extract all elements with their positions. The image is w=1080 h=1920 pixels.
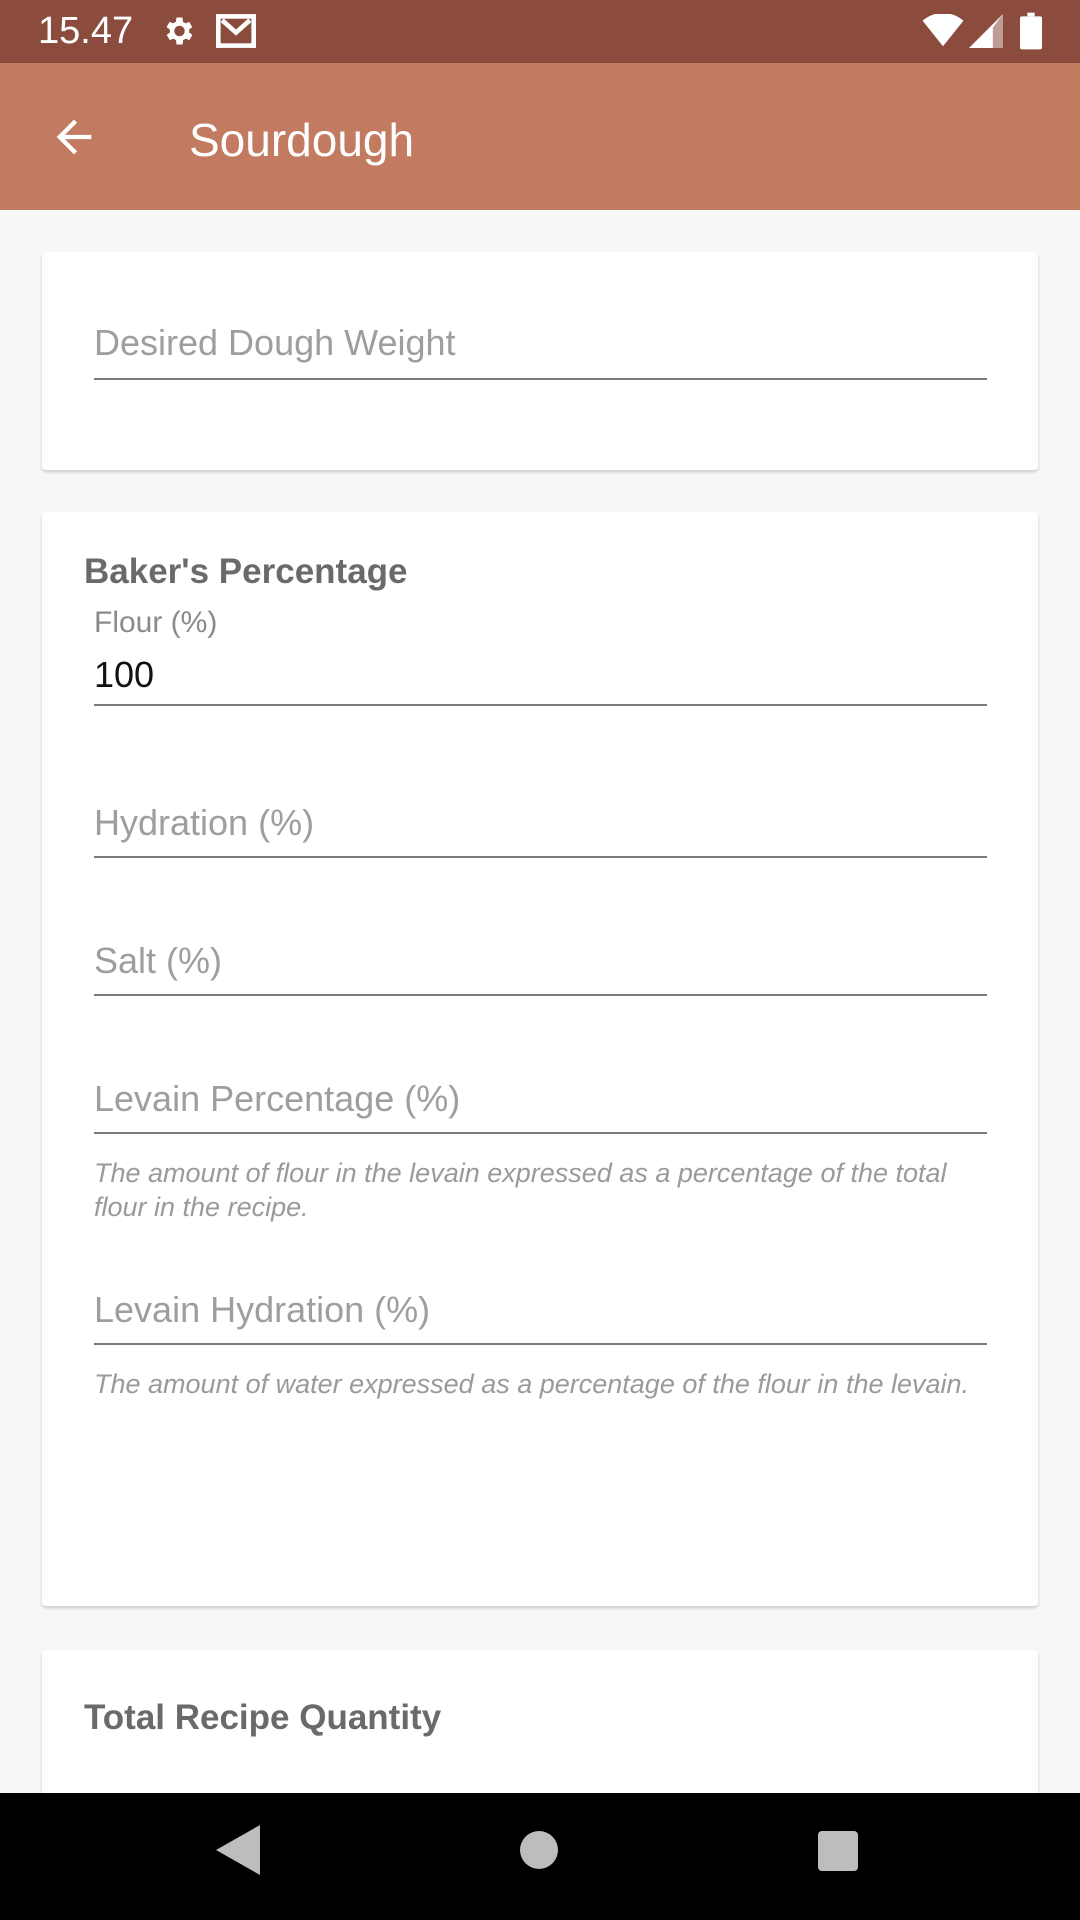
hydration-placeholder: Hydration (%) — [94, 802, 315, 843]
levain-percentage-field[interactable] — [94, 1078, 987, 1138]
total-recipe-heading: Total Recipe Quantity — [84, 1698, 442, 1737]
levain-percentage-helper: The amount of flour in the levain expressed as a percentage of the total flour in the recipe. — [94, 1158, 947, 1222]
levain-percentage-placeholder: Levain Percentage (%) — [94, 1078, 461, 1119]
flour-value[interactable]: 100 — [94, 654, 155, 695]
nav-back-icon[interactable] — [216, 1825, 260, 1880]
page-title: Sourdough — [189, 114, 415, 166]
hydration-field[interactable] — [94, 802, 987, 862]
levain-percentage-underline — [94, 1132, 987, 1134]
nav-home-icon[interactable] — [520, 1831, 558, 1874]
salt-field[interactable] — [94, 940, 987, 1000]
app-bar — [0, 63, 1080, 210]
system-nav-bar — [0, 1793, 1080, 1920]
levain-hydration-underline — [94, 1343, 987, 1345]
flour-field[interactable] — [94, 606, 987, 706]
signal-icon — [969, 14, 1003, 53]
gmail-icon — [216, 13, 256, 54]
flour-label: Flour (%) — [94, 606, 218, 639]
bakers-percentage-heading: Baker's Percentage — [84, 552, 408, 591]
dough-weight-placeholder: Desired Dough Weight — [94, 322, 456, 363]
main-content[interactable] — [0, 210, 1080, 1793]
dough-weight-underline — [94, 378, 987, 380]
dough-weight-field[interactable] — [94, 322, 987, 384]
status-time: 15.47 — [38, 10, 134, 52]
hydration-underline — [94, 856, 987, 858]
salt-placeholder: Salt (%) — [94, 940, 223, 981]
levain-hydration-placeholder: Levain Hydration (%) — [94, 1289, 431, 1330]
bakers-percentage-card — [42, 512, 1038, 1606]
status-bar — [0, 0, 1080, 63]
back-arrow-icon[interactable] — [48, 111, 100, 163]
dough-weight-card — [42, 252, 1038, 470]
wifi-icon — [922, 14, 964, 53]
settings-gear-icon — [160, 13, 196, 54]
levain-hydration-helper: The amount of water expressed as a percentage of the flour in the levain. — [94, 1369, 970, 1399]
nav-recent-apps-icon[interactable] — [818, 1831, 858, 1876]
battery-icon — [1020, 12, 1042, 55]
flour-underline — [94, 704, 987, 706]
levain-hydration-field[interactable] — [94, 1289, 987, 1349]
total-recipe-card — [42, 1650, 1038, 1793]
salt-underline — [94, 994, 987, 996]
